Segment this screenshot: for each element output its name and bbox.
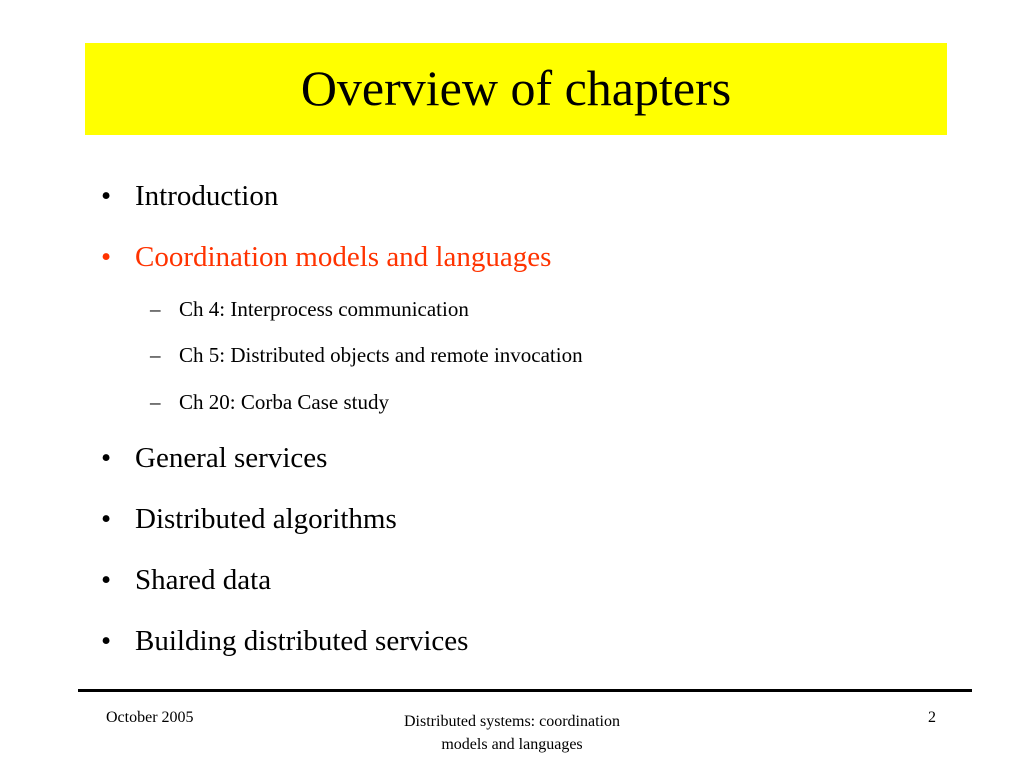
footer-course-line-2: models and languages <box>441 736 583 753</box>
sub-text: Ch 4: Interprocess communication <box>179 297 469 321</box>
sub-marker: – <box>150 343 161 367</box>
sub-text: Ch 20: Corba Case study <box>179 390 389 414</box>
bullet-text: Shared data <box>135 564 272 596</box>
sub-text: Ch 5: Distributed objects and remote invocation <box>179 343 583 367</box>
bullet-marker: • <box>101 180 112 212</box>
slide-title: Overview of chapters <box>300 60 732 116</box>
slide-title-banner <box>85 43 947 135</box>
bullet-text: Distributed algorithms <box>135 503 397 535</box>
footer-course-title <box>362 710 662 756</box>
bullet-marker: • <box>101 503 112 535</box>
bullet-marker: • <box>101 625 112 657</box>
bullet-text: Building distributed services <box>135 625 469 657</box>
page-number: 2 <box>928 709 936 726</box>
sub-marker: – <box>150 297 161 321</box>
bullet-text: Introduction <box>135 180 279 212</box>
bullet-marker: • <box>101 564 112 596</box>
bullet-text-highlighted: Coordination models and languages <box>135 241 552 273</box>
bullet-marker: • <box>101 241 112 273</box>
footer-course-line-1: Distributed systems: coordination <box>404 713 620 730</box>
bullet-marker: • <box>101 442 112 474</box>
sub-marker: – <box>150 390 161 414</box>
footer-date: October 2005 <box>106 709 194 726</box>
footer-divider <box>78 689 972 692</box>
bullet-text: General services <box>135 442 328 474</box>
